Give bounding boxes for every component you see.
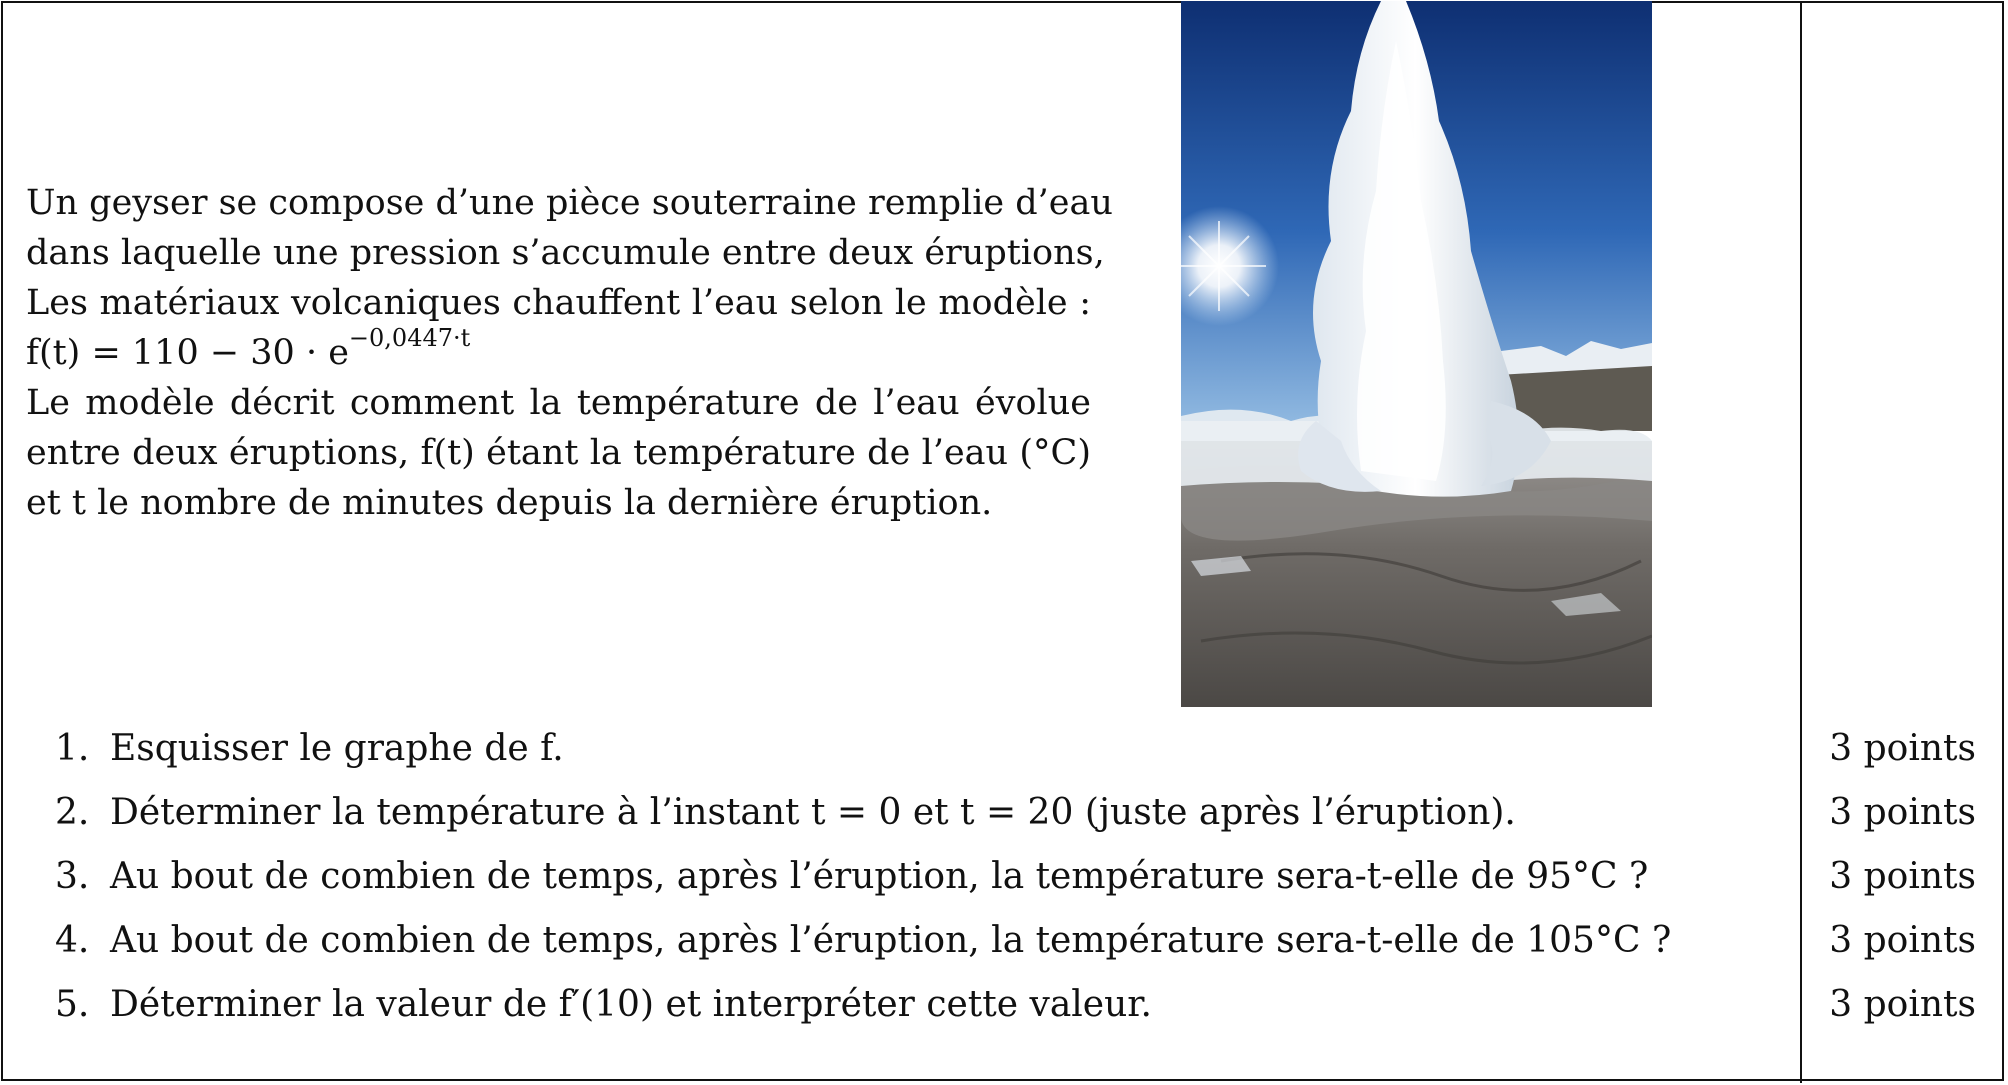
points-5: 3 points: [1829, 984, 1976, 1025]
points-3: 3 points: [1829, 856, 1976, 897]
formula-exponent: −0,0447·t: [348, 324, 471, 352]
question-5: [55, 973, 1775, 1037]
points-4: 3 points: [1829, 920, 1976, 961]
question-number: 4.: [55, 920, 90, 961]
formula-lhs: f(t) = 110 − 30 · e: [26, 333, 349, 373]
points-column-divider: [1800, 3, 1802, 1083]
question-1: [55, 717, 1775, 781]
intro-line-2: dans laquelle une pression s’accumule entre deux éruptions,: [26, 233, 1105, 273]
question-number: 1.: [55, 728, 90, 769]
intro-paragraph: [26, 178, 1113, 528]
geyser-photo: [1181, 1, 1652, 707]
question-text: Déterminer la température à l’instant t = 0 et t = 20 (juste après l’éruption).: [110, 792, 1516, 833]
question-2: [55, 781, 1775, 845]
intro-line-7: et t le nombre de minutes depuis la dernière éruption.: [26, 483, 993, 523]
question-text: Déterminer la valeur de f′(10) et interpréter cette valeur.: [110, 984, 1152, 1025]
question-text: Esquisser le graphe de f.: [110, 728, 564, 769]
question-3: [55, 845, 1775, 909]
question-text: Au bout de combien de temps, après l’éruption, la température sera-t-elle de 105°C ?: [110, 920, 1672, 961]
intro-line-5: Le modèle décrit comment la température de l’eau évolue: [26, 383, 1091, 423]
question-4: [55, 909, 1775, 973]
question-number: 5.: [55, 984, 90, 1025]
formula: [26, 324, 1091, 378]
question-text: Au bout de combien de temps, après l’éruption, la température sera-t-elle de 95°C ?: [110, 856, 1649, 897]
question-number: 2.: [55, 792, 90, 833]
points-2: 3 points: [1829, 792, 1976, 833]
intro-line-1: Un geyser se compose d’une pièce souterraine remplie d’eau: [26, 183, 1113, 223]
points-1: 3 points: [1829, 728, 1976, 769]
intro-line-3: Les matériaux volcaniques chauffent l’eau selon le modèle :: [26, 283, 1091, 323]
question-number: 3.: [55, 856, 90, 897]
intro-line-6: entre deux éruptions, f(t) étant la température de l’eau (°C): [26, 433, 1091, 473]
